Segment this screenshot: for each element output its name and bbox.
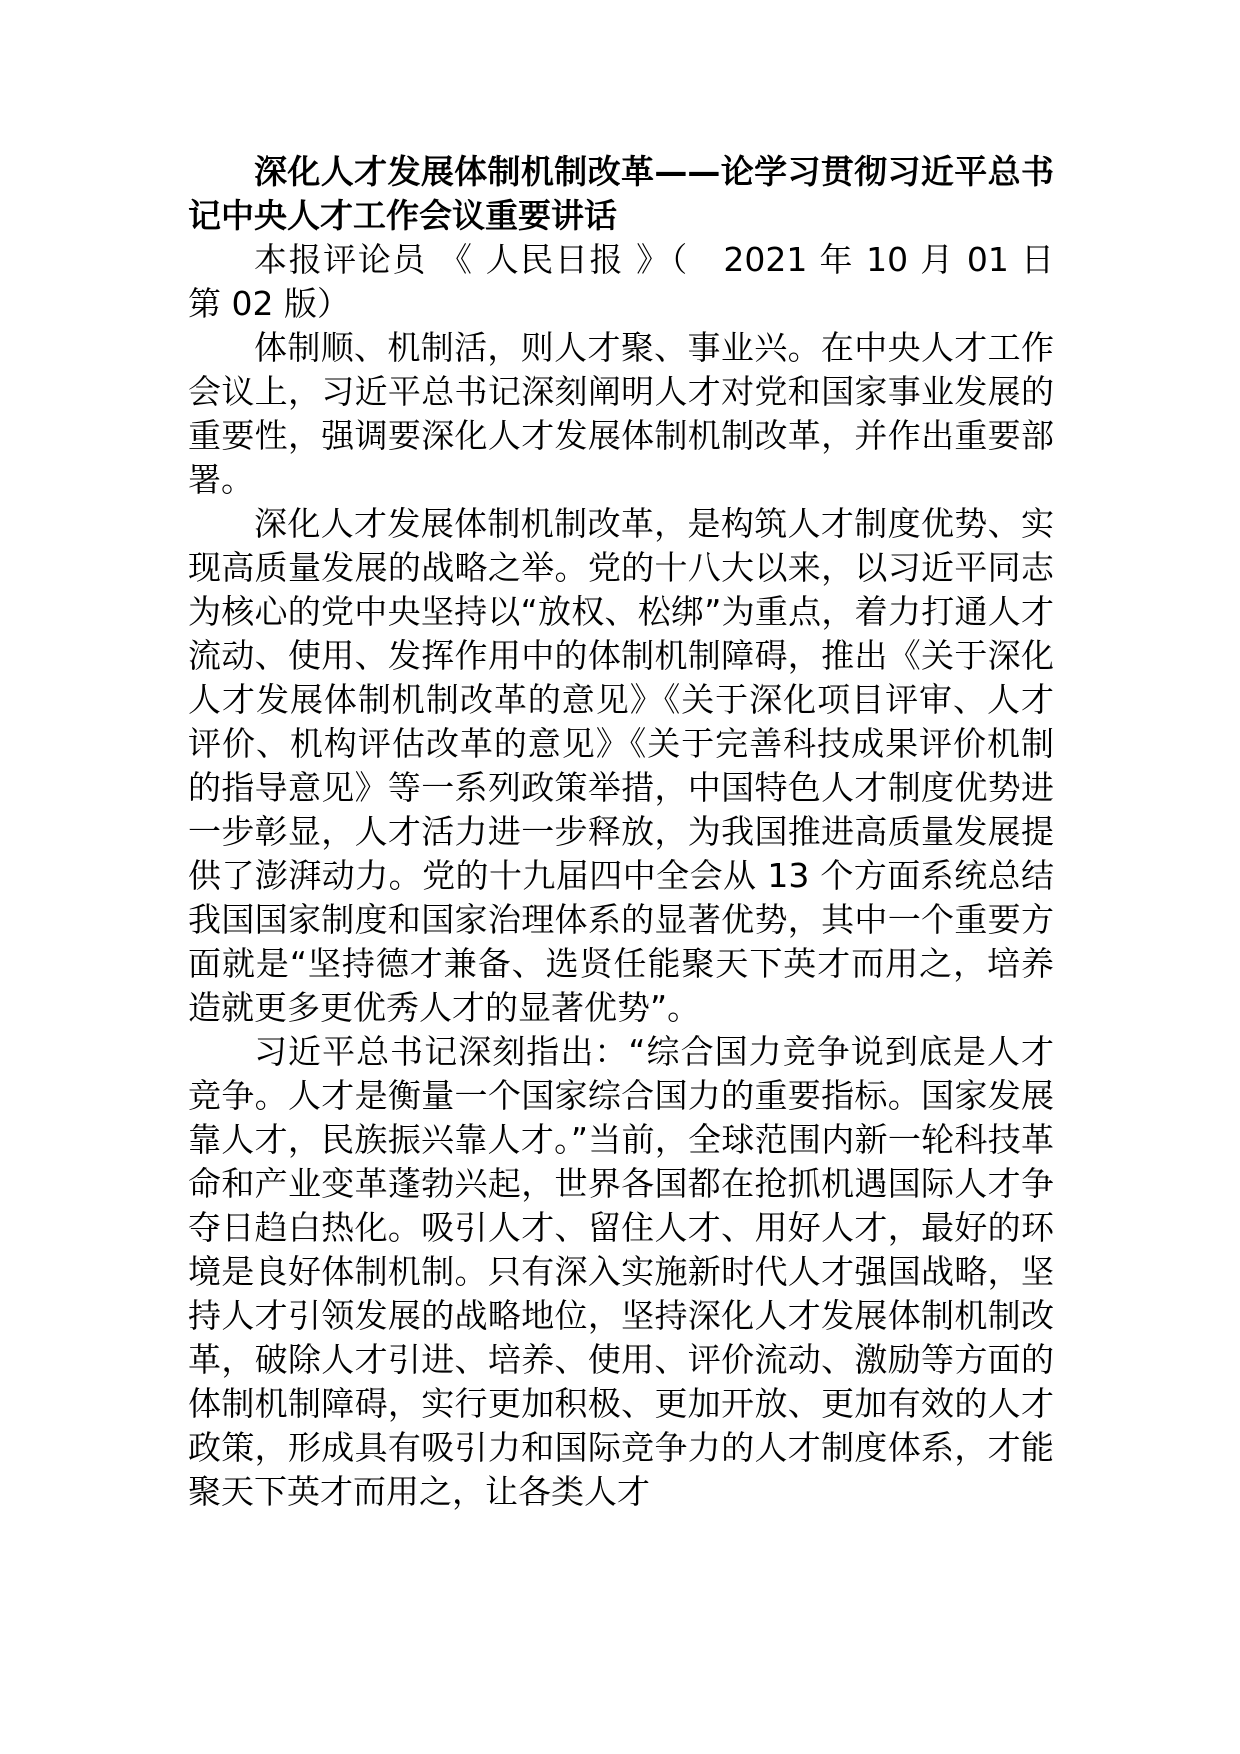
article-byline: 本报评论员 《 人民日报 》（ 2021 年 10 月 01 日 第 02 版） <box>188 240 1054 323</box>
article-paragraph-3: 习近平总书记深刻指出：“综合国力竞争说到底是人才竞争。人才是衡量一个国家综合国力的重要指标。国家发展靠人才，民族振兴靠人才。”当前，全球范围内新一轮科技革命和产业变革蓬勃兴起，世界各国都在抢抓机遇国际人才争夺日趋白热化。吸引人才、留住人才、用好人才，最好的环境是良好体制机制。只有深入实施新时代人才强国战略，坚持人才引领发展的战略地位，坚持深化人才发展体制机制改革，破除人才引进、培养、使用、评价流动、激励等方面的体制机制障碍，实行更加积极、更加开放、更加有效的人才政策，形成具有吸引力和国际竞争力的人才制度体系，才能聚天下英才而用之，让各类人才 <box>188 1032 1054 1511</box>
article-paragraph-2: 深化人才发展体制机制改革，是构筑人才制度优势、实现高质量发展的战略之举。党的十八大以来，以习近平同志为核心的党中央坚持以“放权、松绑”为重点，着力打通人才流动、使用、发挥作用中的体制机制障碍，推出《关于深化人才发展体制机制改革的意见》《关于深化项目评审、人才评价、机构评估改革的意见》《关于完善科技成果评价机制的指导意见》等一系列政策举措，中国特色人才制度优势进一步彰显，人才活力进一步释放，为我国推进高质量发展提供了澎湃动力。党的十九届四中全会从 13 个方面系统总结我国国家制度和国家治理体系的显著优势，其中一个重要方面就是“坚持德才兼备、选贤任能聚天下英才而用之，培养造就更多更优秀人才的显著优势”。 <box>188 504 1054 1027</box>
article-paragraph-1: 体制顺、机制活，则人才聚、事业兴。在中央人才工作会议上，习近平总书记深刻阐明人才对党和国家事业发展的重要性，强调要深化人才发展体制机制改革，并作出重要部署。 <box>188 328 1054 499</box>
article-body <box>188 150 1054 1514</box>
article-title: 深化人才发展体制机制改革——论学习贯彻习近平总书记中央人才工作会议重要讲话 <box>188 152 1054 235</box>
